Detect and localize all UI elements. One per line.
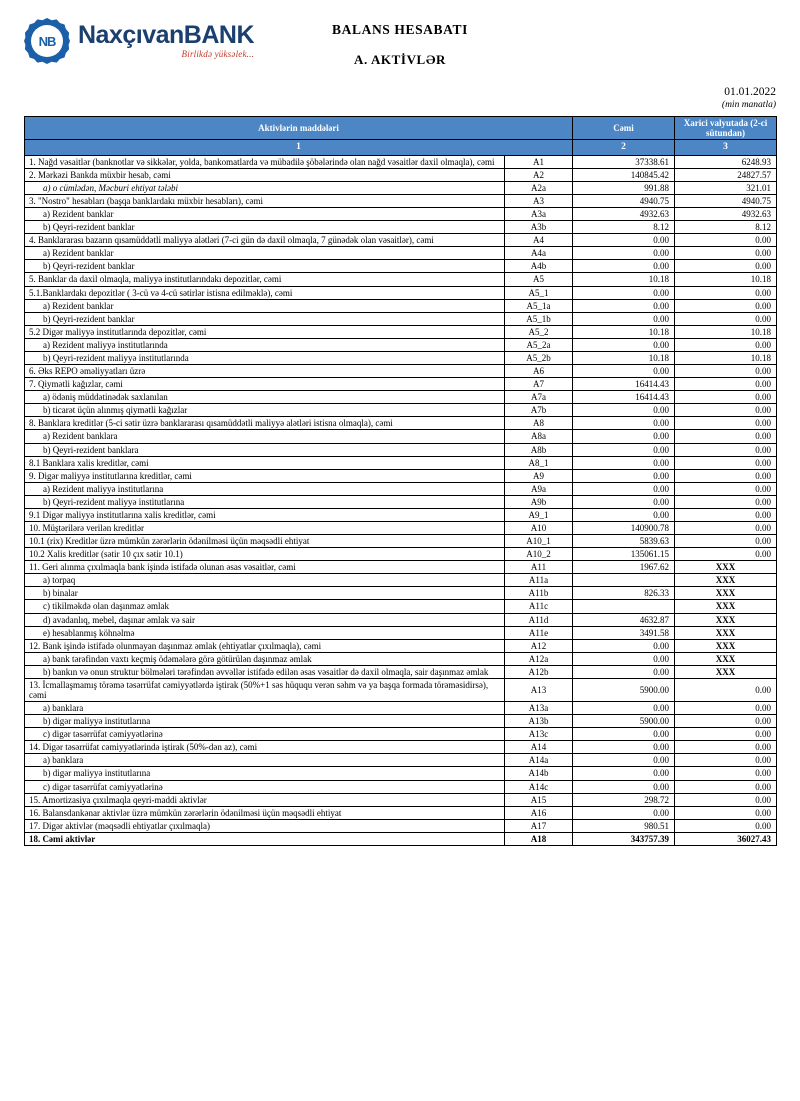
row-item-label: a) banklara xyxy=(25,702,505,715)
row-item-label: b) digər maliyyə institutlarına xyxy=(25,715,505,728)
row-fx-value: XXX xyxy=(675,626,777,639)
row-total-value: 0.00 xyxy=(573,443,675,456)
table-header-row xyxy=(25,117,777,140)
row-code: A11a xyxy=(505,574,573,587)
logo-name-part2: BANK xyxy=(183,21,255,49)
table-row xyxy=(25,234,777,247)
table-row xyxy=(25,521,777,534)
row-item-label: b) Qeyri-rezident maliyyə institutlarında xyxy=(25,351,505,364)
row-item-label: a) torpaq xyxy=(25,574,505,587)
row-item-label: 2. Mərkəzi Bankda müxbir hesab, cəmi xyxy=(25,168,505,181)
column-number-item: 1 xyxy=(25,140,573,156)
row-code: A2a xyxy=(505,181,573,194)
row-item-label: 9.1 Digər maliyyə institutlarına xalis kreditlər, cəmi xyxy=(25,508,505,521)
row-item-label: 12. Bank işində istifadə olunmayan daşınmaz əmlak (ehtiyatlar çıxılmaqla), cəmi xyxy=(25,639,505,652)
row-fx-value: 0.00 xyxy=(675,338,777,351)
row-code: A9a xyxy=(505,482,573,495)
row-code: A14a xyxy=(505,754,573,767)
table-row xyxy=(25,325,777,338)
page-title: BALANS HESABATI xyxy=(332,22,468,37)
table-row xyxy=(25,832,777,845)
row-total-value: 16414.43 xyxy=(573,391,675,404)
row-total-value: 343757.39 xyxy=(573,832,675,845)
row-item-label: b) digər maliyyə institutlarına xyxy=(25,767,505,780)
row-item-label: 14. Digər təsərrüfat cəmiyyətlərində iştirak (50%-dən az), cəmi xyxy=(25,741,505,754)
row-fx-value: 4940.75 xyxy=(675,195,777,208)
row-fx-value: 10.18 xyxy=(675,273,777,286)
column-header-fx: Xarici valyutada (2-ci sütundan) xyxy=(675,117,777,140)
row-code: A5 xyxy=(505,273,573,286)
row-fx-value: 0.00 xyxy=(675,548,777,561)
row-fx-value: 0.00 xyxy=(675,391,777,404)
table-row xyxy=(25,665,777,678)
row-item-label: a) o cümlədən, Məcburi ehtiyat tələbi xyxy=(25,181,505,194)
row-fx-value: 0.00 xyxy=(675,378,777,391)
page-subtitle: A. AKTİVLƏR xyxy=(353,52,447,67)
row-total-value: 10.18 xyxy=(573,273,675,286)
row-code: A10 xyxy=(505,521,573,534)
table-row xyxy=(25,678,777,701)
row-code: A5_1b xyxy=(505,312,573,325)
table-row xyxy=(25,168,777,181)
row-total-value: 140845.42 xyxy=(573,168,675,181)
row-code: A9b xyxy=(505,495,573,508)
table-row xyxy=(25,767,777,780)
row-code: A11e xyxy=(505,626,573,639)
table-row xyxy=(25,535,777,548)
table-row xyxy=(25,365,777,378)
row-item-label: c) digər təsərrüfat cəmiyyətlərinə xyxy=(25,728,505,741)
row-total-value: 0.00 xyxy=(573,741,675,754)
table-row xyxy=(25,417,777,430)
row-fx-value: 0.00 xyxy=(675,741,777,754)
table-row xyxy=(25,181,777,194)
row-code: A6 xyxy=(505,365,573,378)
table-row xyxy=(25,587,777,600)
row-item-label: 10.1 (rix) Kreditlər üzrə mümkün zərərlərin ödənilməsi üçün məqsədli ehtiyat xyxy=(25,535,505,548)
row-fx-value: 0.00 xyxy=(675,247,777,260)
bank-logo xyxy=(24,18,254,64)
row-fx-value: XXX xyxy=(675,613,777,626)
row-item-label: 8. Banklara kreditlər (5-ci sətir üzrə banklararası qısamüddətli maliyyə alətləri istisna olmaqla), cəmi xyxy=(25,417,505,430)
row-code: A16 xyxy=(505,806,573,819)
row-total-value: 0.00 xyxy=(573,338,675,351)
row-code: A14c xyxy=(505,780,573,793)
row-code: A14b xyxy=(505,767,573,780)
row-item-label: 4. Banklararası bazarın qısamüddətli maliyyə alətləri (7-ci gün də daxil olmaqla, 7 günədək olan vəsaitlər), cəmi xyxy=(25,234,505,247)
table-row xyxy=(25,793,777,806)
row-total-value: 10.18 xyxy=(573,325,675,338)
row-fx-value: XXX xyxy=(675,600,777,613)
row-code: A10_2 xyxy=(505,548,573,561)
table-row xyxy=(25,469,777,482)
table-row xyxy=(25,155,777,168)
row-item-label: 10. Müştərilərə verilən kreditlər xyxy=(25,521,505,534)
row-item-label: b) Qeyri-rezident banklar xyxy=(25,312,505,325)
row-item-label: d) avadanlıq, mebel, daşınar əmlak və sair xyxy=(25,613,505,626)
row-total-value: 0.00 xyxy=(573,508,675,521)
table-row xyxy=(25,613,777,626)
table-row xyxy=(25,247,777,260)
row-fx-value: 10.18 xyxy=(675,351,777,364)
row-total-value: 0.00 xyxy=(573,286,675,299)
table-row xyxy=(25,652,777,665)
table-body xyxy=(25,155,777,845)
logo-name xyxy=(78,23,254,48)
logo-slogan: Birlikdə yüksəlek... xyxy=(181,49,255,59)
row-total-value: 0.00 xyxy=(573,234,675,247)
row-item-label: b) Qeyri-rezident maliyyə institutlarına xyxy=(25,495,505,508)
row-fx-value: 0.00 xyxy=(675,728,777,741)
row-code: A4b xyxy=(505,260,573,273)
row-item-label: a) Rezident banklara xyxy=(25,430,505,443)
row-item-label: a) bank tərəfindən vaxtı keçmiş ödəmələrə görə götürülən daşınmaz əmlak xyxy=(25,652,505,665)
row-fx-value: 0.00 xyxy=(675,299,777,312)
row-fx-value: 36027.43 xyxy=(675,832,777,845)
gear-logo-icon xyxy=(24,18,70,64)
row-fx-value: XXX xyxy=(675,561,777,574)
row-total-value xyxy=(573,574,675,587)
row-fx-value: 0.00 xyxy=(675,234,777,247)
row-fx-value: 0.00 xyxy=(675,702,777,715)
row-total-value: 826.33 xyxy=(573,587,675,600)
row-code: A8b xyxy=(505,443,573,456)
row-fx-value: 0.00 xyxy=(675,417,777,430)
table-row xyxy=(25,378,777,391)
row-fx-value: 0.00 xyxy=(675,495,777,508)
row-total-value: 0.00 xyxy=(573,260,675,273)
row-item-label: a) Rezident maliyyə institutlarında xyxy=(25,338,505,351)
row-total-value: 10.18 xyxy=(573,351,675,364)
row-code: A3 xyxy=(505,195,573,208)
row-item-label: c) digər təsərrüfat cəmiyyətlərinə xyxy=(25,780,505,793)
table-row xyxy=(25,715,777,728)
row-total-value: 0.00 xyxy=(573,299,675,312)
row-total-value: 0.00 xyxy=(573,780,675,793)
row-item-label: a) Rezident maliyyə institutlarına xyxy=(25,482,505,495)
row-code: A13b xyxy=(505,715,573,728)
row-fx-value: 24827.57 xyxy=(675,168,777,181)
row-code: A15 xyxy=(505,793,573,806)
row-fx-value: 0.00 xyxy=(675,456,777,469)
row-item-label: 18. Cəmi aktivlər xyxy=(25,832,505,845)
row-fx-value: 0.00 xyxy=(675,521,777,534)
row-code: A9 xyxy=(505,469,573,482)
row-total-value: 0.00 xyxy=(573,702,675,715)
row-fx-value: 0.00 xyxy=(675,260,777,273)
column-number-total: 2 xyxy=(573,140,675,156)
row-code: A11d xyxy=(505,613,573,626)
row-total-value: 0.00 xyxy=(573,495,675,508)
row-item-label: 5.1.Banklardakı depozitlər ( 3-cü və 4-cü sətirlər istisna edilməklə), cəmi xyxy=(25,286,505,299)
row-item-label: 1. Nağd vəsaitlər (banknotlar və sikkələr, yolda, bankomatlarda və mübadilə şöbələrində olan nağd vəsaitlər daxil olmaqla), cəmi xyxy=(25,155,505,168)
row-fx-value: XXX xyxy=(675,639,777,652)
row-fx-value: 0.00 xyxy=(675,508,777,521)
row-code: A3b xyxy=(505,221,573,234)
row-total-value: 0.00 xyxy=(573,469,675,482)
table-row xyxy=(25,806,777,819)
table-row xyxy=(25,286,777,299)
row-code: A12a xyxy=(505,652,573,665)
row-total-value: 1967.62 xyxy=(573,561,675,574)
row-total-value: 298.72 xyxy=(573,793,675,806)
row-code: A5_1a xyxy=(505,299,573,312)
row-total-value: 0.00 xyxy=(573,665,675,678)
row-fx-value: 0.00 xyxy=(675,469,777,482)
row-fx-value: XXX xyxy=(675,652,777,665)
table-row xyxy=(25,338,777,351)
table-row xyxy=(25,626,777,639)
row-code: A11c xyxy=(505,600,573,613)
column-header-item: Aktivlərin maddələri xyxy=(25,117,573,140)
table-row xyxy=(25,456,777,469)
row-fx-value: 0.00 xyxy=(675,312,777,325)
row-code: A14 xyxy=(505,741,573,754)
row-code: A1 xyxy=(505,155,573,168)
table-row xyxy=(25,221,777,234)
row-code: A5_1 xyxy=(505,286,573,299)
row-fx-value: 0.00 xyxy=(675,365,777,378)
row-total-value: 0.00 xyxy=(573,754,675,767)
table-row xyxy=(25,351,777,364)
document-header xyxy=(24,14,776,80)
report-meta xyxy=(24,86,776,110)
table-header-numbers-row xyxy=(25,140,777,156)
row-item-label: 13. İcmallaşmamış törəmə təsərrüfat cəmiyyətlərdə iştirak (50%+1 səs hüququ verən səhm və ya başqa formada törəməsidirsə), cəmi xyxy=(25,678,505,701)
row-fx-value: 6248.93 xyxy=(675,155,777,168)
table-row xyxy=(25,312,777,325)
row-item-label: a) Rezident banklar xyxy=(25,208,505,221)
table-row xyxy=(25,430,777,443)
logo-name-part1: Naxçıvan xyxy=(78,21,184,49)
table-row xyxy=(25,391,777,404)
table-row xyxy=(25,702,777,715)
row-code: A12b xyxy=(505,665,573,678)
column-header-total: Cəmi xyxy=(573,117,675,140)
row-fx-value: 0.00 xyxy=(675,715,777,728)
row-code: A4a xyxy=(505,247,573,260)
table-row xyxy=(25,728,777,741)
row-item-label: b) Qeyri-rezident banklar xyxy=(25,221,505,234)
row-code: A12 xyxy=(505,639,573,652)
row-item-label: 3. "Nostro" hesabları (başqa banklardakı müxbir hesabları), cəmi xyxy=(25,195,505,208)
row-item-label: b) Qeyri-rezident banklara xyxy=(25,443,505,456)
table-row xyxy=(25,561,777,574)
table-row xyxy=(25,508,777,521)
row-fx-value: 0.00 xyxy=(675,793,777,806)
row-total-value: 0.00 xyxy=(573,365,675,378)
table-row xyxy=(25,273,777,286)
row-code: A8 xyxy=(505,417,573,430)
row-total-value: 135061.15 xyxy=(573,548,675,561)
row-total-value: 0.00 xyxy=(573,456,675,469)
row-code: A7a xyxy=(505,391,573,404)
row-code: A13 xyxy=(505,678,573,701)
row-total-value xyxy=(573,600,675,613)
row-code: A3a xyxy=(505,208,573,221)
row-fx-value: 8.12 xyxy=(675,221,777,234)
row-item-label: 10.2 Xalis kreditlər (sətir 10 çıx sətir 10.1) xyxy=(25,548,505,561)
table-row xyxy=(25,208,777,221)
row-fx-value: 0.00 xyxy=(675,443,777,456)
table-row xyxy=(25,639,777,652)
row-fx-value: 0.00 xyxy=(675,430,777,443)
row-item-label: 9. Digər maliyyə institutlarına kreditlər, cəmi xyxy=(25,469,505,482)
row-item-label: e) hesablanmış köhnəlmə xyxy=(25,626,505,639)
row-item-label: b) binalar xyxy=(25,587,505,600)
table-row xyxy=(25,404,777,417)
row-total-value: 0.00 xyxy=(573,404,675,417)
row-code: A10_1 xyxy=(505,535,573,548)
row-code: A17 xyxy=(505,819,573,832)
table-row xyxy=(25,574,777,587)
row-total-value: 4632.87 xyxy=(573,613,675,626)
logo-wordmark xyxy=(78,23,254,59)
report-date: 01.01.2022 xyxy=(724,86,776,98)
balance-sheet-table xyxy=(24,116,777,846)
row-total-value: 0.00 xyxy=(573,639,675,652)
row-fx-value: XXX xyxy=(675,665,777,678)
row-code: A5_2 xyxy=(505,325,573,338)
row-fx-value: 0.00 xyxy=(675,404,777,417)
row-item-label: a) Rezident banklar xyxy=(25,247,505,260)
row-fx-value: 0.00 xyxy=(675,767,777,780)
row-fx-value: 10.18 xyxy=(675,325,777,338)
row-fx-value: 4932.63 xyxy=(675,208,777,221)
table-row xyxy=(25,741,777,754)
row-code: A11 xyxy=(505,561,573,574)
row-fx-value: 0.00 xyxy=(675,535,777,548)
row-item-label: b) ticarət üçün alınmış qiymətli kağızlar xyxy=(25,404,505,417)
row-total-value: 4940.75 xyxy=(573,195,675,208)
row-code: A13a xyxy=(505,702,573,715)
row-total-value: 0.00 xyxy=(573,728,675,741)
row-fx-value: XXX xyxy=(675,587,777,600)
row-total-value: 991.88 xyxy=(573,181,675,194)
row-total-value: 0.00 xyxy=(573,430,675,443)
row-fx-value: 321.01 xyxy=(675,181,777,194)
table-row xyxy=(25,482,777,495)
table-row xyxy=(25,260,777,273)
row-code: A11b xyxy=(505,587,573,600)
row-total-value: 37338.61 xyxy=(573,155,675,168)
row-item-label: 16. Balansdankənar aktivlər üzrə mümkün zərərlərin ödənilməsi üçün məqsədli ehtiyat xyxy=(25,806,505,819)
row-item-label: b) Qeyri-rezident banklar xyxy=(25,260,505,273)
row-code: A5_2b xyxy=(505,351,573,364)
row-code: A8a xyxy=(505,430,573,443)
row-total-value: 0.00 xyxy=(573,482,675,495)
logo-initials: NB xyxy=(31,25,63,57)
row-fx-value: 0.00 xyxy=(675,678,777,701)
table-row xyxy=(25,495,777,508)
row-item-label: a) banklara xyxy=(25,754,505,767)
row-fx-value: 0.00 xyxy=(675,482,777,495)
row-item-label: 17. Digər aktivlər (məqsədli ehtiyatlar çıxılmaqla) xyxy=(25,819,505,832)
row-code: A9_1 xyxy=(505,508,573,521)
table-row xyxy=(25,754,777,767)
table-row xyxy=(25,819,777,832)
table-head xyxy=(25,117,777,156)
row-fx-value: XXX xyxy=(675,574,777,587)
row-code: A7b xyxy=(505,404,573,417)
row-item-label: 8.1 Banklara xalis kreditlər, cəmi xyxy=(25,456,505,469)
row-code: A4 xyxy=(505,234,573,247)
report-unit: (min manatla) xyxy=(721,100,776,110)
row-code: A2 xyxy=(505,168,573,181)
row-item-label: 6. Əks REPO əməliyyatları üzrə xyxy=(25,365,505,378)
column-number-fx: 3 xyxy=(675,140,777,156)
row-code: A18 xyxy=(505,832,573,845)
table-row xyxy=(25,195,777,208)
row-item-label: 5. Banklar da daxil olmaqla, maliyyə institutlarındakı depozitlər, cəmi xyxy=(25,273,505,286)
table-row xyxy=(25,299,777,312)
row-item-label: 5.2 Digər maliyyə institutlarında depozitlər, cəmi xyxy=(25,325,505,338)
row-total-value: 0.00 xyxy=(573,247,675,260)
table-row xyxy=(25,548,777,561)
row-total-value: 140900.78 xyxy=(573,521,675,534)
row-item-label: 7. Qiymətli kağızlar, cəmi xyxy=(25,378,505,391)
table-row xyxy=(25,600,777,613)
row-item-label: b) bankın və onun struktur bölmələri tərəfindən əvvəllər istifadə edilən əsas vəsaitlər də daxil olmaqla, sair daşınmaz əmlak xyxy=(25,665,505,678)
row-total-value: 0.00 xyxy=(573,767,675,780)
row-total-value: 16414.43 xyxy=(573,378,675,391)
row-code: A13c xyxy=(505,728,573,741)
row-total-value: 5900.00 xyxy=(573,678,675,701)
row-total-value: 5900.00 xyxy=(573,715,675,728)
row-item-label: c) tikilməkdə olan daşınmaz əmlak xyxy=(25,600,505,613)
row-total-value: 0.00 xyxy=(573,417,675,430)
row-fx-value: 0.00 xyxy=(675,806,777,819)
row-fx-value: 0.00 xyxy=(675,819,777,832)
row-total-value: 0.00 xyxy=(573,652,675,665)
row-code: A7 xyxy=(505,378,573,391)
row-item-label: a) ödəniş müddətinədək saxlanılan xyxy=(25,391,505,404)
row-code: A5_2a xyxy=(505,338,573,351)
row-total-value: 0.00 xyxy=(573,312,675,325)
row-total-value: 4932.63 xyxy=(573,208,675,221)
row-item-label: 11. Geri alınma çıxılmaqla bank işində istifadə olunan əsas vəsaitlər, cəmi xyxy=(25,561,505,574)
table-row xyxy=(25,780,777,793)
row-fx-value: 0.00 xyxy=(675,286,777,299)
row-total-value: 3491.58 xyxy=(573,626,675,639)
row-code: A8_1 xyxy=(505,456,573,469)
row-total-value: 0.00 xyxy=(573,806,675,819)
row-total-value: 5839.63 xyxy=(573,535,675,548)
row-item-label: 15. Amortizasiya çıxılmaqla qeyri-maddi aktivlər xyxy=(25,793,505,806)
row-total-value: 8.12 xyxy=(573,221,675,234)
row-fx-value: 0.00 xyxy=(675,754,777,767)
row-total-value: 980.51 xyxy=(573,819,675,832)
table-row xyxy=(25,443,777,456)
row-item-label: a) Rezident banklar xyxy=(25,299,505,312)
row-fx-value: 0.00 xyxy=(675,780,777,793)
